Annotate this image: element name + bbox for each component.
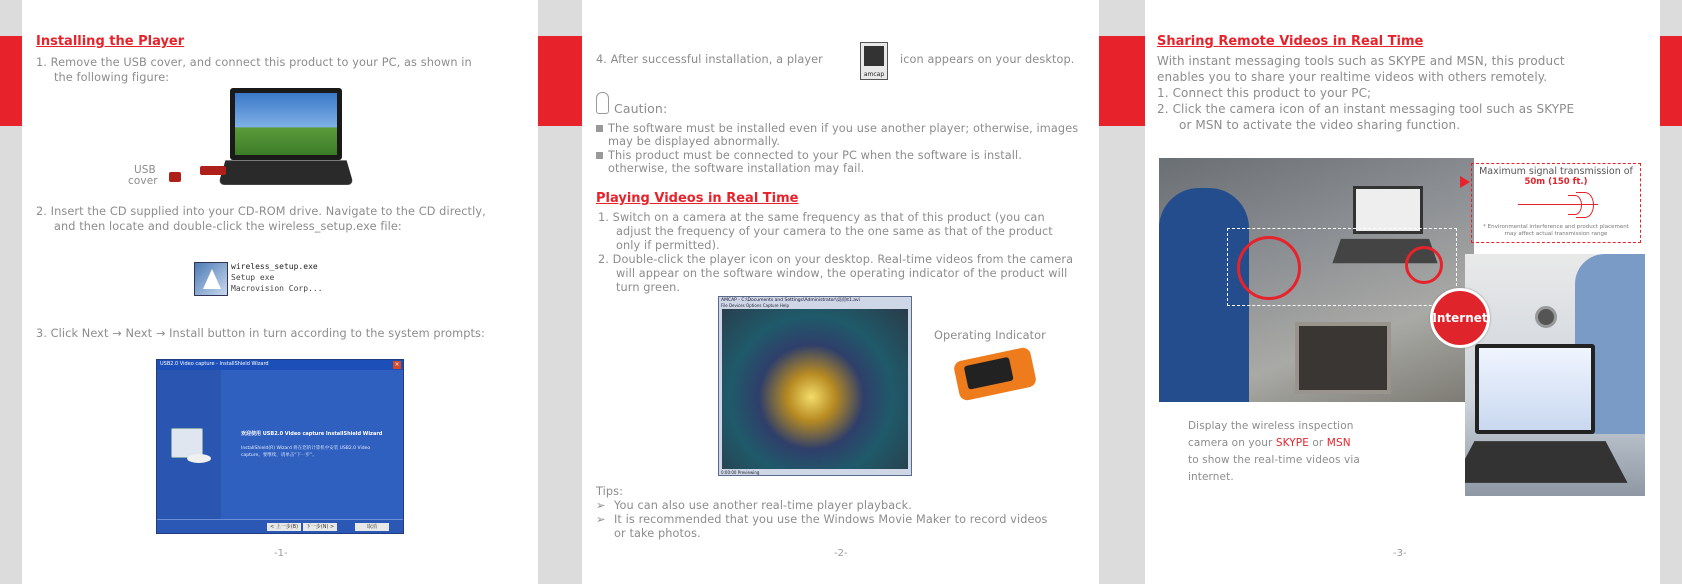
wizard-cancel-button[interactable]: 取消 bbox=[355, 523, 389, 531]
red-tab-left bbox=[0, 36, 22, 126]
hand-icon bbox=[596, 92, 609, 114]
file-type: Setup exe bbox=[231, 273, 275, 282]
tips-label: Tips: bbox=[596, 485, 624, 498]
skype-text: SKYPE bbox=[1275, 437, 1309, 449]
caution-2-cont: otherwise, the software installation may fail. bbox=[608, 162, 865, 175]
step-4: 4. After successful installation, a player bbox=[596, 53, 823, 66]
arrow-right-icon bbox=[1460, 176, 1470, 188]
play-step-2: 2. Double-click the player icon on your desktop. Real-time videos from the camera bbox=[598, 253, 1074, 266]
operating-indicator-label: Operating Indicator bbox=[934, 329, 1046, 342]
usb-cover bbox=[169, 172, 181, 182]
amcap-icon[interactable] bbox=[860, 42, 888, 80]
field-photo bbox=[1159, 158, 1474, 402]
tip-arrow: ➢ bbox=[596, 499, 606, 512]
caution-2: This product must be connected to your PC when the software is install. bbox=[608, 149, 1022, 162]
caption-4: internet. bbox=[1188, 471, 1234, 483]
intro-line-1: With instant messaging tools such as SKYPE and MSN, this product bbox=[1157, 54, 1565, 68]
red-tab-1 bbox=[538, 36, 582, 126]
laptop-in-photo bbox=[1353, 186, 1423, 234]
webcam bbox=[1535, 306, 1557, 328]
signal-note-1: * Environmental interference and product placement bbox=[1483, 224, 1629, 230]
remote-laptop-keyboard bbox=[1465, 441, 1628, 483]
wizard-titlebar bbox=[157, 360, 403, 370]
page-3 bbox=[1145, 0, 1660, 584]
close-icon[interactable]: × bbox=[394, 361, 400, 368]
step-4-cont: icon appears on your desktop. bbox=[900, 53, 1075, 66]
wizard-back-button[interactable]: < 上一步(B) bbox=[267, 523, 301, 531]
page-1 bbox=[22, 0, 538, 584]
red-tab-right bbox=[1660, 36, 1682, 126]
dashed-frame bbox=[1227, 228, 1457, 306]
player-titlebar: AMCAP - C:\Documents and Settings\Administrator\桌面\t1.avi bbox=[721, 298, 860, 303]
share-step-2: 2. Click the camera icon of an instant messaging tool such as SKYPE bbox=[1157, 102, 1575, 116]
step-2: 2. Insert the CD supplied into your CD-ROM drive. Navigate to the CD directly, bbox=[36, 205, 486, 218]
signal-box bbox=[1471, 163, 1641, 243]
step-1-cont: the following figure: bbox=[54, 71, 170, 84]
setup-file-icon[interactable] bbox=[194, 262, 228, 296]
player-window bbox=[718, 296, 912, 476]
remote-laptop bbox=[1475, 344, 1595, 434]
usb-label: USB bbox=[134, 164, 156, 176]
step-3: 3. Click Next → Next → Install button in turn according to the system prompts: bbox=[36, 327, 485, 340]
cover-label: cover bbox=[128, 175, 158, 187]
setup-icon-glyph bbox=[203, 269, 221, 289]
wizard-footer bbox=[157, 519, 403, 533]
wireless-device-image bbox=[953, 346, 1038, 401]
tip-2-cont: or take photos. bbox=[614, 527, 701, 540]
tip-1: You can also use another real-time player playback. bbox=[614, 499, 912, 512]
caption-1: Display the wireless inspection bbox=[1188, 420, 1354, 432]
caution-1: The software must be installed even if you use another player; otherwise, images bbox=[608, 122, 1079, 135]
page-number: -2- bbox=[834, 548, 848, 559]
player-status: 0:00:00 Previewing bbox=[721, 470, 760, 475]
amcap-icon-label: amcap bbox=[863, 71, 885, 78]
bullet-square bbox=[596, 125, 603, 132]
remote-laptop-screen bbox=[1479, 348, 1591, 430]
bullet-square bbox=[596, 152, 603, 159]
device-screen bbox=[964, 357, 1014, 390]
play-step-2-cont2: turn green. bbox=[616, 281, 681, 294]
play-step-1-cont2: only if permitted). bbox=[616, 239, 720, 252]
section-title: Sharing Remote Videos in Real Time bbox=[1157, 34, 1424, 49]
video-feed bbox=[722, 309, 908, 469]
share-step-2-cont: or MSN to activate the video sharing function. bbox=[1179, 118, 1461, 132]
caption-2-text: camera on your bbox=[1188, 437, 1273, 449]
step-1: 1. Remove the USB cover, and connect this product to your PC, as shown in bbox=[36, 56, 472, 69]
caption-2 bbox=[1188, 436, 1351, 451]
file-company: Macrovision Corp... bbox=[231, 284, 323, 293]
step-2-cont: and then locate and double-click the wireless_setup.exe file: bbox=[54, 220, 402, 233]
page-number: -3- bbox=[1393, 548, 1407, 559]
cd-icon bbox=[187, 454, 211, 463]
signal-note-2: may affect actual transmission range bbox=[1504, 231, 1608, 237]
laptop-image bbox=[230, 88, 342, 188]
tip-2: It is recommended that you use the Windows Movie Maker to record videos bbox=[614, 513, 1048, 526]
play-step-2-cont: will appear on the software window, the operating indicator of the product will bbox=[616, 267, 1068, 280]
page-2 bbox=[582, 0, 1099, 584]
signal-title: Maximum signal transmission of bbox=[1479, 166, 1633, 177]
section-title: Playing Videos in Real Time bbox=[596, 191, 799, 206]
play-step-1-cont: adjust the frequency of your camera to the one same as that of the product bbox=[616, 225, 1053, 238]
or-text: or bbox=[1312, 437, 1324, 449]
amcap-icon-image bbox=[864, 46, 884, 66]
share-step-1: 1. Connect this product to your PC; bbox=[1157, 86, 1372, 100]
intro-line-2: enables you to share your realtime videos with others remotely. bbox=[1157, 70, 1548, 84]
internet-label: Internet bbox=[1432, 311, 1488, 325]
msn-text: MSN bbox=[1326, 437, 1351, 449]
play-step-1: 1. Switch on a camera at the same frequency as that of this product (you can bbox=[598, 211, 1045, 224]
wizard-heading: 欢迎使用 USB2.0 Video capture InstallShield Wizard bbox=[241, 431, 383, 437]
page-title: Installing the Player bbox=[36, 34, 185, 49]
internet-globe-icon bbox=[1430, 288, 1490, 348]
remote-user-photo bbox=[1465, 254, 1645, 496]
manhole bbox=[1295, 322, 1391, 394]
red-tab-2 bbox=[1099, 36, 1145, 126]
caution-label: Caution: bbox=[614, 101, 668, 116]
caution-1-cont: may be displayed abnormally. bbox=[608, 135, 781, 148]
wizard-body: InstallShield(R) Wizard 将在您的计算机中安装 USB2.0 Video capture。要继续，请单击“下一步”。 bbox=[241, 446, 371, 458]
file-name: wireless_setup.exe bbox=[231, 262, 318, 271]
signal-value: 50m (150 ft.) bbox=[1524, 177, 1588, 187]
player-menubar: File Devices Options Capture Help bbox=[721, 303, 789, 308]
wizard-next-button[interactable]: 下一步(N) > bbox=[303, 523, 337, 531]
install-wizard-window bbox=[156, 359, 404, 534]
tip-arrow: ➢ bbox=[596, 513, 606, 526]
signal-waves-icon bbox=[1518, 192, 1598, 218]
caption-3: to show the real-time videos via bbox=[1188, 454, 1360, 466]
wizard-title: USB2.0 Video capture - InstallShield Wizard bbox=[160, 361, 269, 367]
usb-dongle bbox=[200, 166, 226, 175]
page-number: -1- bbox=[274, 548, 288, 559]
